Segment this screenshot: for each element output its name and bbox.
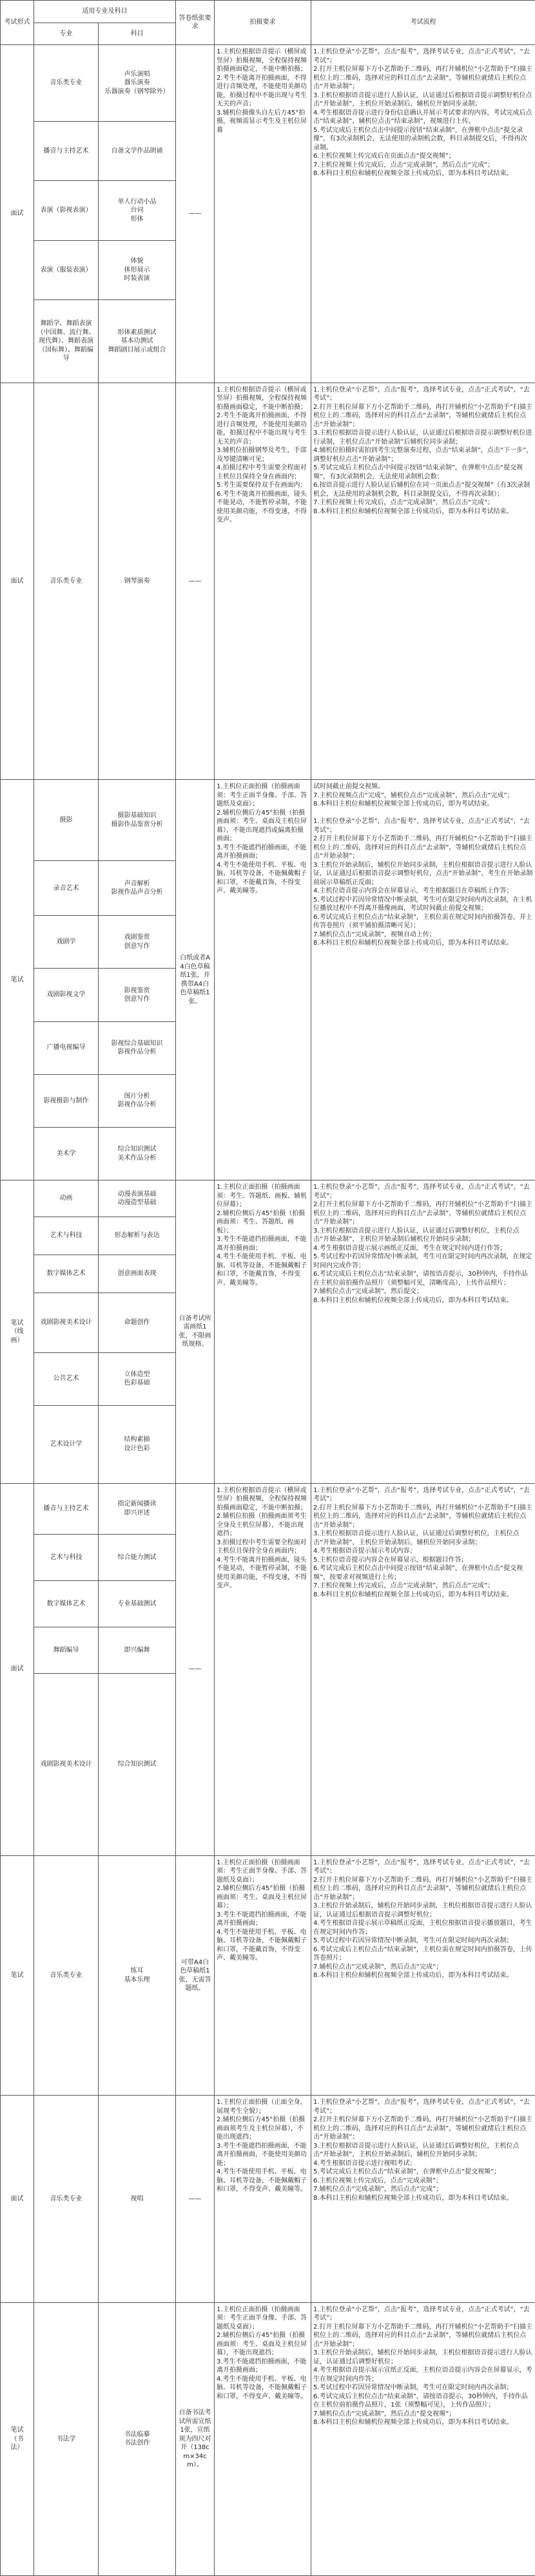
shooting-requirements: 1.主机位正面拍摄（拍摄画面须：考生正面半身像、手部、答题纸及桌面）； 2.辅机位侧后方45°拍摄（拍摄画面须：考生、桌面及主机位屏幕），不能出现遮挡； 3.考生不能遮挡拍摄画面，不能离开拍摄画面； 4.考生不能使用手机、平板、电脑、耳机等设备，不能佩戴帽子和口罩，不得变声、戴美瞳等。 (215, 2302, 311, 2575)
subject-cell: 命题创作 (99, 1293, 176, 1353)
exam-process: 1.主机位登录“小艺帮”，点击“报考”，选择考试专业，点击“正式考试”，“去考试”； 2.打开主机位屏幕下方小艺帮助手二维码，再打开辅机位“小艺帮助手”扫描主机位上的二维码，选择对应的科目点击“去录制”，等辅机位就绪后主机位点击“开始录制”； 3.主机位根据语音提示进行人脸认证，认证通过后调整好机位，主机位点击“开始录制”，主机位开始录制后，辅机位开始同步录制； 4.考生根据语音提示进行视唱考试； 5.考试完成后主机位点击“结束录制”，在弹框中点击“提交视频”； 6.主机位视频上传完成后，点击“完成录制”； 7.辅机位点击“完成录制”，然后点击“完成”； 8.本科目主机位和辅机位视频全部上传成功后，即为本科目考试结束。 (311, 2096, 535, 2302)
major-cell: 戏剧影视美术设计 (34, 1293, 99, 1353)
material-cell: —— (176, 2096, 215, 2302)
subject-cell: 形体素质测试 基本功测试 舞蹈剧目展示或组合 (99, 300, 176, 383)
shooting-requirements: 1.主机位正面拍摄（正面全身，展现考生全貌）； 2.辅机位侧后方45°拍摄（拍摄画面须考生及主机位屏幕），不能出现遮挡； 3.考生不能遮挡拍摄画面，不能离开拍摄画面，不能使用美颜功能； 4.考生不能使用手机、平板、电脑、耳机等设备，不能佩戴帽子和口罩，不得变声、戴美瞳等。 (215, 2096, 311, 2302)
major-cell: 艺术与科技 (34, 1217, 99, 1255)
subject-cell: 自备文学作品朗诵 (99, 121, 176, 181)
shooting-requirements: 1.主机位根据语音提示（横屏或竖屏）拍摄视频，全程保持视频拍摄画面稳定，不能中断拍摄； 2.辅机位拍摄（拍摄画面须考生全身及主机位屏幕），不能出现遮挡； 3.拍摄过程中考生需要全程面对主机位且保持全身在画面内； 4.考生不能离开拍摄画面，镜头不能晃动，不能暂停录制，不能使用美颜功能，不得变速，不得变声。 (215, 1483, 311, 1855)
table-row (1, 1180, 535, 1217)
major-cell: 艺术与科技 (34, 1535, 99, 1581)
exam-form-cell: 笔试 （线 画） (1, 1180, 34, 1483)
subject-cell: 视唱 (99, 2096, 176, 2302)
subject-cell: 创意画面表现 (99, 1255, 176, 1293)
exam-form-cell: 面试 (1, 383, 34, 780)
material-cell: —— (176, 383, 215, 780)
major-cell: 表演（服装表演） (34, 240, 99, 300)
major-cell: 摄影 (34, 780, 99, 861)
subject-cell: 单人行动小品 台词 形体 (99, 181, 176, 241)
major-cell: 舞蹈编导 (34, 1627, 99, 1674)
major-cell: 舞蹈学、舞蹈表演（中国舞、流行舞、现代舞）、舞蹈表演（国标舞）、舞蹈编导 (34, 300, 99, 383)
exam-form-cell: 面试 (1, 1483, 34, 1855)
subject-cell: 综合能力测试 (99, 1535, 176, 1581)
subject-cell: 专业基础测试 (99, 1581, 176, 1627)
subject-cell: 形态解析与表达 (99, 1217, 176, 1255)
major-cell: 音乐类专业 (34, 1855, 99, 2096)
exam-form-cell: 面试 (1, 45, 34, 383)
subject-cell: 钢琴演奏 (99, 383, 176, 780)
subject-cell: 影视鉴赏 创意写作 (99, 969, 176, 1021)
exam-form-cell: 笔试 （书 法） (1, 2302, 34, 2575)
subject-cell: 即兴编舞 (99, 1627, 176, 1674)
shooting-requirements: 1.主机位根据语音提示（横屏或竖屏）拍摄视频，全程保持视频拍摄画面稳定，不能中断拍摄； 2.考生不能离开拍摄画面，不得进行音频处理，不能使用美颜功能，拍摄过程中不能出现与考生无关的声音； 3.辅机位拍摄钢琴及考生，手部及琴键清晰可见； 4.拍摄过程中考生需要全程面对主机位且保持全身在画面内； 5.考生需要保持双手在画面内； 6.考生不能离开拍摄画面，镜头不能晃动，不能暂停录制，不能使用美颜功能，不得变速，不得变声。 (215, 383, 311, 780)
subject-cell: 综合知识测试 (99, 1674, 176, 1856)
header-form: 考试形式 (1, 1, 34, 45)
table-row (1, 45, 535, 121)
exam-process: 1.主机位登录“小艺帮”，点击“报考”，选择考试专业，点击“正式考试”，“去考试”； 2.打开主机位屏幕下方小艺帮助手二维码，再打开辅机位“小艺帮助手”扫描主机位上的二维码，选择对应的科目点击“去录制”，等辅机位就绪后主机位点击“开始录制”； 3.主机位根据语音提示进行人脸认证，认证通过后调整好机位，主机位点击“开始录制”，主机位开始录制后辅机位开始同步录制； 4.考生根据语音提示展示画纸正反面，考生在规定时间内进行作答； 5.考试过程中若因异常情况中断录制，考生可在限定时间内再次录制，在规定时间内完成作答； 6.考试完成后主机位点击“结束录制”，请按语音提示，30秒钟内，手持作品在主机位前拍摄作品照片（须整幅可见，清晰度高），上传作品照片； 7.辅机位点击“完成录制”，然后提交； 8.本科目主机位和辅机位视频全部上传成功后，即为本科目考试结束。 (311, 1180, 535, 1483)
table-row (1, 2302, 535, 2575)
table-row (1, 1483, 535, 1535)
subject-cell: 指定新闻播读 即兴评述 (99, 1483, 176, 1535)
exam-form-cell: 笔试 (1, 1855, 34, 2096)
major-cell: 公共艺术 (34, 1352, 99, 1405)
shooting-requirements: 1.主机位正面拍摄（拍摄画面须：考生正面半身像、手部、答题纸及桌面）； 2.辅机位侧后方45°拍摄（拍摄画面须：考生、桌面及主机位屏幕），不能出现遮挡或偏离拍摄画面； 3.考生不能遮挡拍摄画面，不能离开拍摄画面； 4.考生不能使用手机、平板、电脑、耳机等设备，不能佩戴帽子和口罩，不能戴首饰，不得变声、戴美瞳等。 (215, 780, 311, 1180)
exam-form-cell: 笔试 (1, 780, 34, 1180)
exam-process: 1.主机位登录“小艺帮”，点击“报考”，选择考试专业，点击“正式考试”，“去考试”； 2.打开主机位屏幕下方小艺帮助手二维码，再打开辅机位“小艺帮助手”扫描主机位上的二维码，选择对应的科目点击“去录制”，等辅机位就绪后主机位点击“开始录制”； 3.主机位根据语音提示进行人脸认证，认证通过后调整好机位，主机位点击“开始录制”，主机位开始录制后，辅机位开始同步录制； 4.考生根据语音提示展示考试内容； 5.主机位语音提示内容会在屏幕显示，根据题目作答； 6.考试完成后主机位点击中间提示按钮“结束录制”，在弹框中点击“提交视频”，按要求对视频进行上传； 7.主机位视频上传完成后，点击“完成录制”，然后点击“完成”； 8.本科目主机位和辅机位视频全部上传成功后，即为本科目考试结束。 (311, 1483, 535, 1855)
table-row (1, 2096, 535, 2302)
exam-form-cell: 面试 (1, 2096, 34, 2302)
material-cell: 自备考试所需画纸1张，不限画纸规格。 (176, 1180, 215, 1483)
major-cell: 戏剧学 (34, 916, 99, 969)
material-cell: 可带A4白色草稿纸1张，无需答题纸。 (176, 1855, 215, 2096)
header-subject: 科目 (99, 23, 176, 45)
shooting-requirements: 1.主机位正面拍摄（拍摄画面须：考生、答题纸、画板、辅机位屏幕）； 2.辅机位侧后方45°拍摄（拍摄画面须：考生、答题纸、画板）； 3.考生不能遮挡拍摄画面，不能离开拍摄画面； 4.考生不能使用手机、平板、电脑、耳机等设备，不能佩戴帽子和口罩，不能戴首饰，不得变声、戴美瞳等。 (215, 1180, 311, 1483)
major-cell: 数字媒体艺术 (34, 1255, 99, 1293)
subject-cell: 练耳 基本乐理 (99, 1855, 176, 2096)
subject-cell: 书法临摹 书法创作 (99, 2302, 176, 2575)
major-cell: 戏剧影视文学 (34, 969, 99, 1021)
material-cell: —— (176, 1483, 215, 1855)
major-cell: 美术学 (34, 1128, 99, 1180)
exam-process: 1.主机位登录“小艺帮”，点击“报考”，选择考试专业，点击“正式考试”，“去考试”； 2.打开主机位屏幕下方小艺帮助手二维码，再打开辅机位“小艺帮助手”扫描主机位上的二维码，选择对应的科目点击“去录制”，等辅机位就绪后主机位点击“开始录制”； 3.主机位开始录制后，辅机位开始同步录制，主机位根据语音提示进行人脸认证，认证通过后调整好机位； 4.考生根据语音提示展示宣纸正反面，主机位语音提示内容会在屏幕显示，考生在规定时间内作答； 5.考试过程中若因异常情况中断录制，考生可在限定时间内再次录制； 6.考试完成后主机位点击“结束录制”，请按语音提示，30秒钟内，手持作品在主机位前拍摄作品照片，1张（须整幅可见），上传作品照片； 7.辅机位点击“完成录制”，然后点击“提交视频”； 8.本科目主机位和辅机位视频全部上传成功后，即为本科目考试结束。 (311, 2302, 535, 2575)
major-cell: 音乐类专业 (34, 2096, 99, 2302)
header-scope: 适用专业及科目 (34, 1, 176, 23)
subject-cell: 立体造型 色彩基础 (99, 1352, 176, 1405)
major-cell: 艺术设计学 (34, 1405, 99, 1483)
shooting-requirements: 1.主机位正面拍摄（拍摄画面须：考生正面半身像、手部、答题纸及桌面）； 2.辅机位侧后方45°拍摄（拍摄画面须：考生、桌面及主机位屏幕）； 3.考生不能遮挡拍摄画面，不能离开拍摄画面； 4.考生不能使用手机、平板、电脑、耳机等设备，不能佩戴帽子和口罩，不能戴首饰，不得变声、戴美瞳等。 (215, 1855, 311, 2096)
subject-cell: 图片分析 影视作品分析 (99, 1074, 176, 1127)
major-cell: 音乐类专业 (34, 383, 99, 780)
exam-process: 1.主机位登录“小艺帮”，点击“报考”，选择考试专业，点击“正式考试”，“去考试”； 2.打开主机位屏幕下方小艺帮助手二维码，再打开辅机位“小艺帮助手”扫描主机位上的二维码，选择对应的科目点击“去录制”，等辅机位就绪后主机位点击“开始录制”； 3.主机位根据语音提示进行人脸认证，认证通过后根据语音提示调整好机位进行录制，主机位点击“开始录制”后辅机位同步录制； 4.辅机位拍摄时需拍到考生完整演奏过程，点击“结束录制”，点击“下一步”，调整好机位点击“开始录制”； 5.考试完成后主机位点击中间提示按钮“结束录制”，在弹框中点击“提交视频”，有3次录制机会，无法使用录制机会数； 6.按语音提示进行人脸认证后辅机位在同一页面点击“提交视频”（有3次录制机会，无法使用的录制机会数，科目录制提交后，不得再次录制）； 7.主机位视频上传完成后，点击“完成录制”，然后点击“完成”； 8.本科目主机位和辅机位视频全部上传成功后，即为本科目考试结束。 (311, 383, 535, 780)
major-cell: 表演（影视表演） (34, 181, 99, 241)
subject-cell: 摄影基础知识 摄影作品鉴赏分析 (99, 780, 176, 861)
subject-cell: 声音解析 影视作品声音分析 (99, 861, 176, 916)
exam-process: 1.主机位登录“小艺帮”，点击“报考”，选择考试专业，点击“正式考试”，“去考试”； 2.打开主机位屏幕下方小艺帮助手二维码，再打开辅机位“小艺帮助手”扫描主机位上的二维码，选择对应的科目点击“去录制”，等辅机位就绪后主机位点击“开始录制”； 3.主机位开始录制后，辅机位开始同步录制，主机位根据语音提示进行人脸认证，认证通过后根据语音提示调整好机位； 4.考生根据语音提示展示草稿纸正反面，主机位根据语音提示播放题目，考生在规定时间内作答； 5.考试过程中若因异常情况中断录制，考生可在限定时间内再次录制； 6.考试完成后主机位点击“结束录制”，主机位需在规定时间内拍摄答卷，上传答卷照片； 7.辅机位点击“完成录制”，然后点击“完成”； 8.本科目主机位和辅机位视频全部上传成功后，即为本科目考试结束。 (311, 1855, 535, 2096)
material-cell: —— (176, 45, 215, 383)
major-cell: 广播电视编导 (34, 1021, 99, 1074)
subject-cell: 综合知识测试 美术作品分析 (99, 1128, 176, 1180)
material-cell: 自备书法考试所需宣纸1张，宣纸须为四尺对开（138cm×34cm）。 (176, 2302, 215, 2575)
table-row (1, 383, 535, 780)
subject-cell: 体貌 体形展示 时装表演 (99, 240, 176, 300)
major-cell: 录音艺术 (34, 861, 99, 916)
material-cell: 白纸或者A4白色草稿纸1张，并携带A4白色草稿纸1张。 (176, 780, 215, 1180)
major-cell: 戏剧影视美术设计 (34, 1674, 99, 1856)
header-row (1, 1, 535, 23)
table-row (1, 780, 535, 861)
subject-cell: 动漫表演基础 动漫造型基础 (99, 1180, 176, 1217)
major-cell: 数字媒体艺术 (34, 1581, 99, 1627)
major-cell: 播音与主持艺术 (34, 121, 99, 181)
header-material: 答卷纸张要求 (176, 1, 215, 45)
table-row (1, 1855, 535, 2096)
subject-cell: 声乐演唱 器乐演奏 乐器演奏（钢琴除外） (99, 45, 176, 121)
exam-process: 1.主机位登录“小艺帮”，点击“报考”，选择考试专业，点击“正式考试”，“去考试”； 2.打开主机位屏幕下方小艺帮助手二维码，再打开辅机位“小艺帮助手”扫描主机位上的二维码，选择对应的科目点击“去录制”，等辅机位就绪后主机位点击“开始录制”； 3.主机位根据语音提示进行人脸认证，认证通过后根据语音提示调整好机位点击“开始录制”，主机位开始录制后，辅机位开始同步录制； 4.考生根据语音提示进行身份信息确认并展示考试要求的内容，考试完成后点击“结束录制”，辅机位点击“结束录制”，视频进行上传。 5.考试完成后主机位点击中间提示按钮“结束录制”，在弹框中点击“提交录像”，有3次录制机会，无法使用的录制机会数，科目录制提交后，不得再次录制。 6.主机位视频上传完成后在页面点击“提交视频”； 7.主机位视频上传完成后，点击“完成录制”，然后点击“完成”； 8.本科目主机位和辅机位视频全部上传成功后，即为本科目考试结束。 (311, 45, 535, 383)
major-cell: 动画 (34, 1180, 99, 1217)
exam-process: 试时间截止前提交视频。 7.主机位视频点击“完成”，辅机位点击“完成录制”，然后点击“完成”； 8.本科目主机位和辅机位视频全部上传成功后，即为考试结束。 1.主机位登录“小艺帮”，点击“报考”，选择考试专业，点击“正式考试”，“去考试”； 2.打开主机位屏幕下方小艺帮助手二维码，再打开辅机位“小艺帮助手”扫描主机位上的二维码，选择对应的科目点击“去录制”，等辅机位就绪后主机位点击“开始录制”； 3.主机位开始录制后，辅机位开始同步录制，主机位根据语音提示进行人脸认证，认证通过后根据语音提示调整好机位，点击“开始录制”，考生在开始录制前展示草稿纸正反面； 4.主机位语音提示内容会在屏幕显示，考生根据题目在草稿纸上作答； 5.考试过程中若因异常情况中断录制，考生可在限定时间内再次录制，在主机位播放过程中不得离开摄像画面，考试时间截止前提交视频； 6.考试完成后主机位点击“结束录制”，主机位需在规定时间内拍摄答卷，并上传答卷照片（须平铺拍摄清晰可见）； 7.辅机位点击“完成录制”，视频自动上传； 8.本科目主机位和辅机位视频全部上传成功后，即为本科目考试结束。 (311, 780, 535, 1180)
major-cell: 音乐类专业 (34, 45, 99, 121)
header-shooting: 拍摄要求 (215, 1, 311, 45)
header-major: 专业 (34, 23, 99, 45)
shooting-requirements: 1.主机位根据语音提示（横屏或竖屏）拍摄视频，全程保持视频拍摄画面稳定，不能中断拍摄； 2.考生不能离开拍摄画面，不得进行音频处理，不能使用美颜功能，拍摄过程中不能出现与考生无关的声音； 3.辅机位摄像头自左后方45°拍摄，视频需显示考生及主机位屏幕 (215, 45, 311, 383)
header-process: 考试流程 (311, 1, 535, 45)
subject-cell: 影视综合基础知识 影视作品分析 (99, 1021, 176, 1074)
subject-cell: 戏剧鉴赏 创意写作 (99, 916, 176, 969)
major-cell: 书法学 (34, 2302, 99, 2575)
major-cell: 影视摄影与制作 (34, 1074, 99, 1127)
major-cell: 播音与主持艺术 (34, 1483, 99, 1535)
subject-cell: 结构素描 设计色彩 (99, 1405, 176, 1483)
